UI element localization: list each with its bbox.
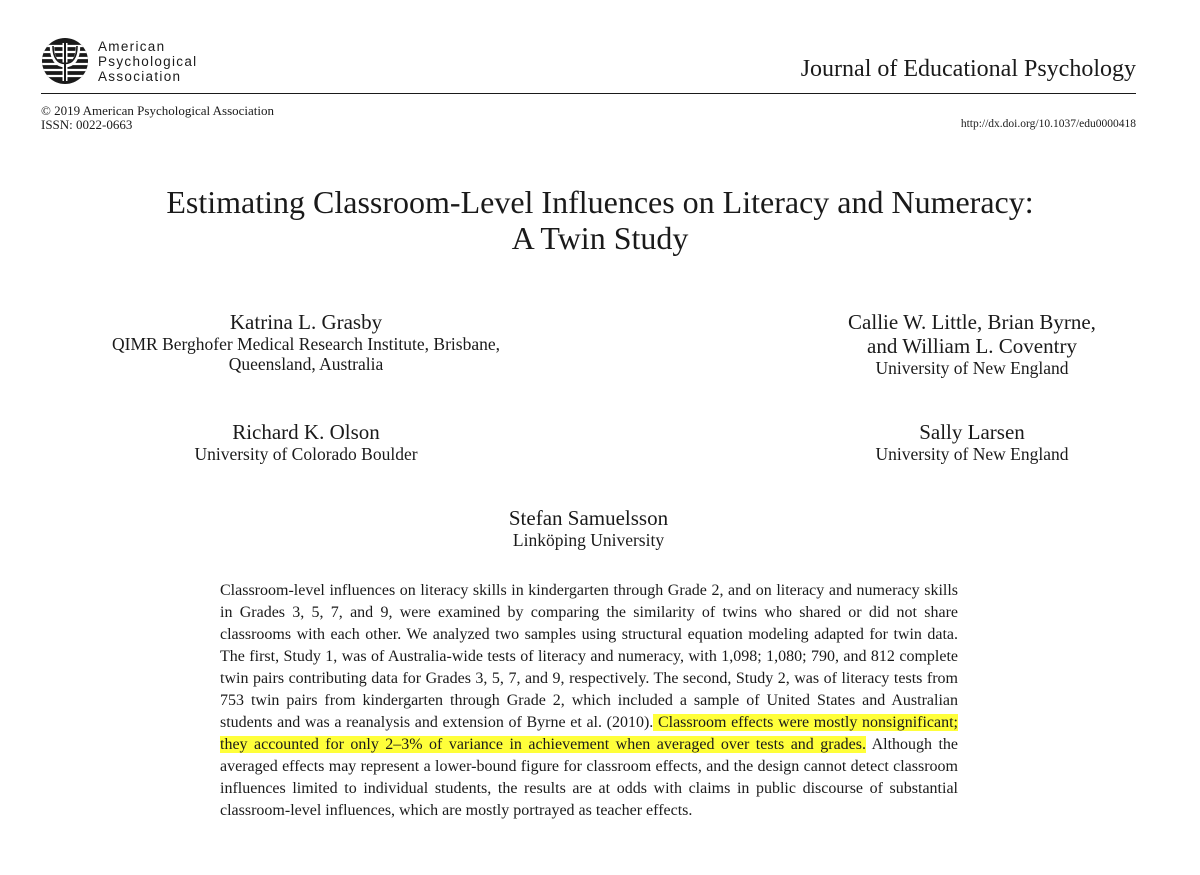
copyright-notice: © 2019 American Psychological Association	[41, 103, 275, 118]
abstract-text-before-highlight: Classroom-level influences on literacy skills in kindergarten through Grade 2, and on literacy and numeracy skills in Grades 3, 5, 7, and 9, were examined by comparing the similarity of twins who shared or did not share classrooms with each other. We analyzed two samples using structural equation modeling adapted for twin data. The first, Study 1, was of Australia-wide tests of literacy and numeracy, with 1,098; 1,080; 790, and 812 complete twin pairs contributing data for Grades 3, 5, 7, and 9, respectively. The second, Study 2, was of literacy tests from 753 twin pairs from kindergarten through Grade 2, which included a sample of United States and Australian students and was a reanalysis and extension of Byrne et al. (2010).	[220, 582, 958, 731]
author-names-line-2: and William L. Coventry	[867, 334, 1077, 358]
header-divider	[41, 93, 1136, 94]
author-affiliation-line-1: QIMR Berghofer Medical Research Institute, Brisbane,	[112, 334, 500, 354]
author-affiliation: Linköping University	[512, 530, 665, 550]
author-affiliation: University of Colorado Boulder	[194, 444, 418, 464]
author-samuelsson	[0, 506, 1177, 550]
author-name: Sally Larsen	[919, 420, 1025, 444]
journal-name: Journal of Educational Psychology	[800, 56, 1136, 82]
issn: ISSN: 0022-0663	[41, 117, 133, 132]
author-affiliation-line-2: Queensland, Australia	[228, 354, 384, 374]
publisher-name-line-1-text: American	[98, 39, 166, 54]
article-title-line-1: Estimating Classroom-Level Influences on Literacy and Numeracy:	[166, 184, 1034, 220]
author-larsen	[572, 420, 1200, 464]
author-affiliation: University of New England	[875, 358, 1069, 378]
author-name: Katrina L. Grasby	[229, 310, 383, 334]
publication-meta	[41, 104, 274, 132]
author-affiliation: University of New England	[875, 444, 1069, 464]
publisher-name-line-3-text: Association	[98, 69, 182, 84]
author-names-line-1: Callie W. Little, Brian Byrne,	[848, 310, 1096, 334]
author-olson	[0, 420, 612, 464]
author-grasby	[0, 310, 612, 374]
article-title-line-2: A Twin Study	[511, 220, 689, 256]
publisher-name-line-1	[98, 40, 197, 55]
publisher-name-line-2	[98, 55, 197, 70]
abstract-highlighted-finding: Classroom effects were mostly nonsignificant; they accounted for only 2–3% of variance in achievement when averaged over tests and grades.	[220, 714, 959, 753]
doi-link[interactable]: http://dx.doi.org/10.1037/edu0000418	[960, 118, 1136, 130]
author-little-byrne-coventry	[572, 310, 1200, 378]
apa-psi-logo-icon	[41, 37, 89, 85]
author-name: Richard K. Olson	[232, 420, 380, 444]
publisher-name-line-3	[98, 70, 197, 85]
article-title	[0, 184, 1200, 256]
abstract-text-after-highlight: Although the averaged effects may represent a lower-bound figure for classroom effects, and the design cannot detect classroom influences limited to individual students, the results are at odds with claims in public discourse of substantial classroom-level influences, which are mostly portrayed as teacher effects.	[220, 736, 959, 819]
author-name: Stefan Samuelsson	[508, 506, 669, 530]
publisher-name-line-2-text: Psychological	[98, 54, 198, 69]
abstract	[220, 580, 958, 822]
publisher-name	[98, 40, 197, 85]
